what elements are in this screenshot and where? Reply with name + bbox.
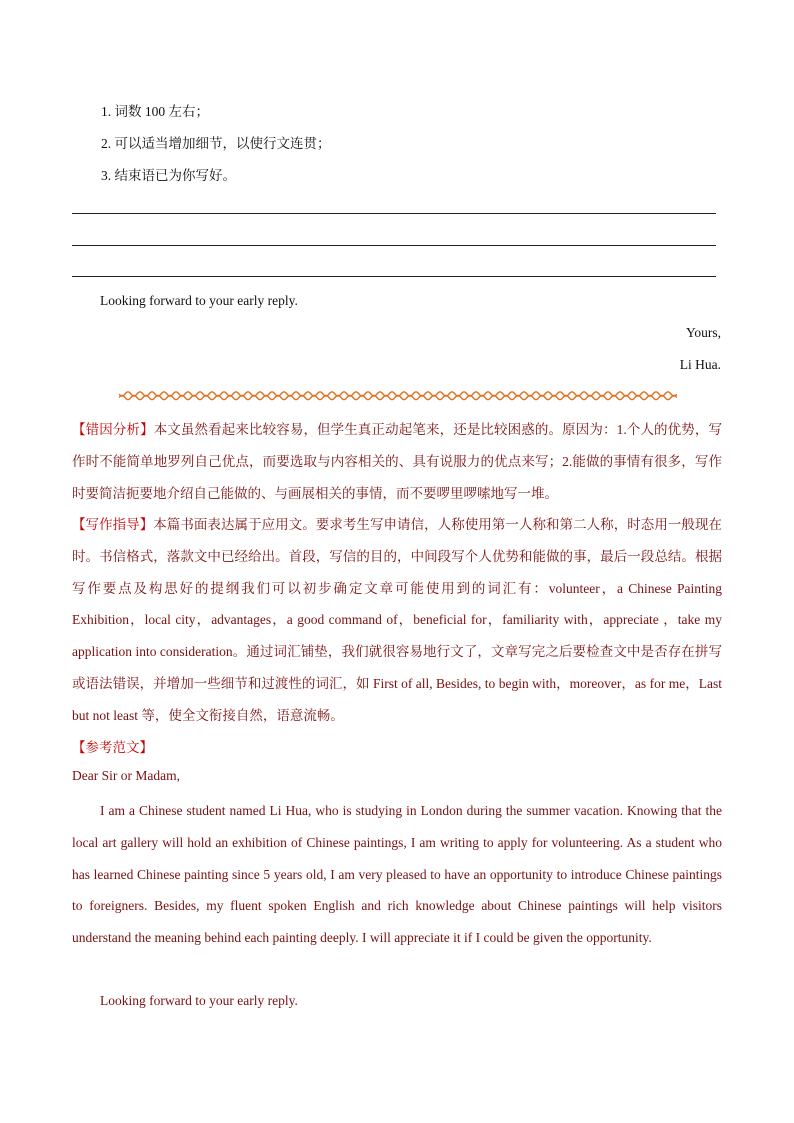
writing-line-1 [72, 213, 716, 214]
template-signoff: Yours, [685, 325, 721, 340]
sample-essay-tag-line [72, 732, 722, 764]
writing-guidance-tag: 【写作指导】 [72, 517, 154, 532]
error-analysis-tag: 【错因分析】 [72, 422, 154, 437]
error-analysis-paragraph [72, 414, 722, 509]
wave-divider [119, 388, 677, 404]
sample-closing: Looking forward to your early reply. [100, 993, 298, 1008]
writing-line-3 [72, 276, 716, 277]
sample-salutation: Dear Sir or Madam, [72, 768, 180, 783]
requirement-item-2: 2. 可以适当增加细节，以使行文连贯； [101, 136, 331, 151]
requirement-item-1: 1. 词数 100 左右； [101, 104, 209, 119]
template-name: Li Hua. [679, 357, 721, 372]
template-closing: Looking forward to your early reply. [100, 293, 298, 308]
sample-essay-tag: 【参考范文】 [72, 740, 153, 755]
requirement-item-3: 3. 结束语已为你写好。 [101, 168, 236, 183]
error-analysis-text: 本文虽然看起来比较容易，但学生真正动起笔来，还是比较困惑的。原因为：1.个人的优势，写作时不能简单地罗列自己优点，而要选取与内容相关的、具有说服力的优点来写；2.能做的事情有很多，写作时要简洁扼要地介绍自己能做的、与画展相关的事情，而不要啰里啰嗦地写一堆。 [72, 422, 723, 501]
writing-guidance-paragraph [72, 509, 722, 732]
writing-line-2 [72, 245, 716, 246]
writing-guidance-text: 本篇书面表达属于应用文。要求考生写申请信，人称使用第一人称和第二人称，时态用一般现在时。书信格式，落款文中已经给出。首段，写信的目的，中间段写个人优势和能做的事，最后一段总结。根据写作要点及构思好的提纲我们可以初步确定文章可能使用到的词汇有：volunteer，a Chinese Painting Exhibition，local city，advantages，a good command of，beneficial for，familiarity with，appreciate ，take my application into consideration。通过词汇铺垫，我们就很容易地行文了，文章写完之后要检查文中是否存在拼写或语法错误，并增加一些细节和过渡性的词汇，如 First of all, Besides, to begin with，moreover，as for me，Last but not least 等，使全文衔接自然，语意流畅。 [72, 517, 723, 723]
sample-essay-body: I am a Chinese student named Li Hua, who is studying in London during the summer vacation. Knowing that the local art gallery will hold an exhibition of Chinese paintings, I am writing to apply for volunteering. As a student who has learned Chinese painting since 5 years old, I am very pleased to have an opportunity to introduce Chinese paintings to foreigners. Besides, my fluent spoken English and rich knowledge about Chinese paintings will help visitors understand the meaning behind each painting deeply. I will appreciate it if I could be given the opportunity. [72, 803, 722, 946]
